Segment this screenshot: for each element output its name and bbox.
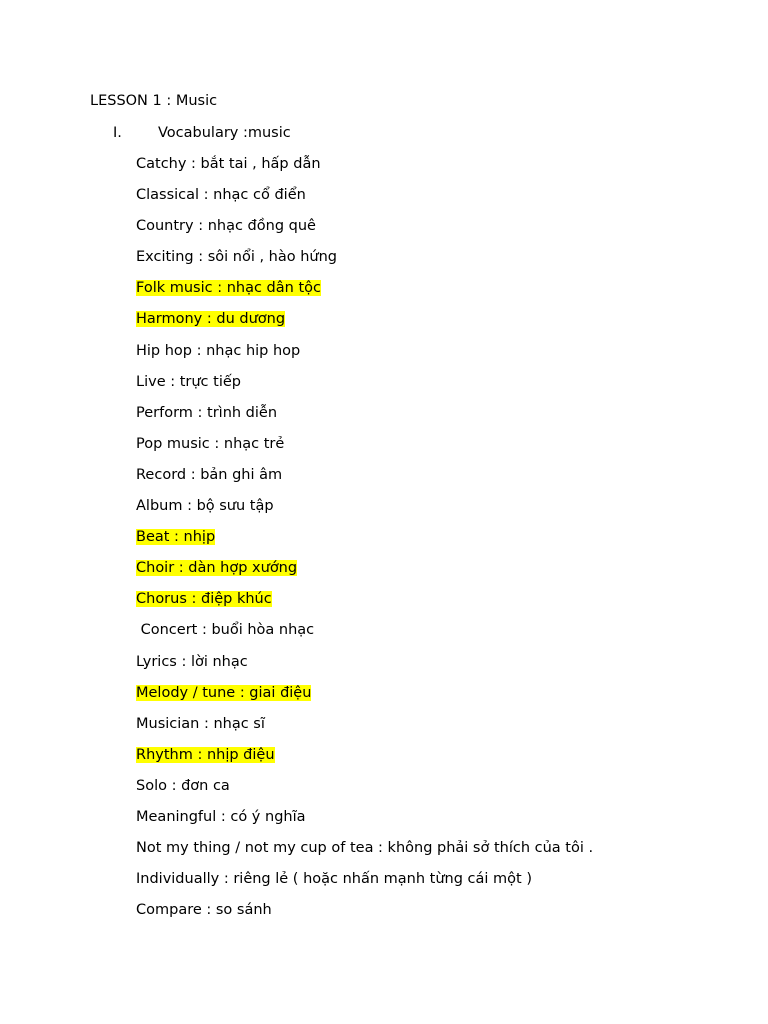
vocabulary-item — [136, 185, 593, 216]
vocabulary-item — [136, 807, 593, 838]
section-heading-text: Vocabulary :music — [158, 125, 291, 141]
vocabulary-item — [136, 465, 593, 496]
vocabulary-item — [136, 838, 593, 869]
highlighted-vocabulary-text: Rhythm : nhịp điệu — [136, 746, 275, 763]
vocabulary-item — [136, 714, 593, 745]
vocabulary-item — [136, 372, 593, 403]
vocabulary-text: Hip hop : nhạc hip hop — [136, 342, 301, 359]
lesson-title: LESSON 1 : Music — [90, 93, 218, 109]
vocabulary-item — [136, 652, 593, 683]
vocabulary-item — [136, 496, 593, 527]
vocabulary-item — [136, 869, 593, 900]
vocabulary-text: Country : nhạc đồng quê — [136, 218, 316, 235]
vocabulary-text: Solo : đơn ca — [136, 777, 230, 794]
vocabulary-text: Not my thing / not my cup of tea : không phải sở thích của tôi . — [136, 840, 594, 857]
vocabulary-item — [136, 900, 593, 931]
vocabulary-item — [136, 620, 593, 651]
vocabulary-text: Musician : nhạc sĩ — [136, 715, 265, 732]
highlighted-vocabulary-text: Choir : dàn hợp xướng — [136, 560, 298, 577]
vocabulary-item — [136, 776, 593, 807]
vocabulary-item — [136, 558, 593, 589]
vocabulary-text: Record : bản ghi âm — [136, 466, 283, 483]
vocabulary-text: Concert : buổi hòa nhạc — [136, 622, 315, 639]
vocabulary-item — [136, 527, 593, 558]
vocabulary-item — [136, 745, 593, 776]
highlighted-vocabulary-text: Folk music : nhạc dân tộc — [136, 280, 321, 297]
vocabulary-item — [136, 216, 593, 247]
vocabulary-text: Exciting : sôi nổi , hào hứng — [136, 249, 338, 266]
vocabulary-item — [136, 341, 593, 372]
vocabulary-item — [136, 278, 593, 309]
vocabulary-item — [136, 247, 593, 278]
vocabulary-item — [136, 403, 593, 434]
highlighted-vocabulary-text: Chorus : điệp khúc — [136, 591, 272, 608]
vocabulary-text: Pop music : nhạc trẻ — [136, 435, 285, 452]
vocabulary-list — [136, 154, 593, 931]
vocabulary-text: Individually : riêng lẻ ( hoặc nhấn mạnh từng cái một ) — [136, 871, 532, 888]
vocabulary-text: Lyrics : lời nhạc — [136, 653, 248, 670]
section-numeral: I. — [113, 125, 122, 141]
vocabulary-text: Catchy : bắt tai , hấp dẫn — [136, 156, 321, 172]
vocabulary-item — [136, 154, 593, 185]
highlighted-vocabulary-text: Beat : nhịp — [136, 529, 216, 546]
section-heading — [113, 123, 291, 143]
vocabulary-text: Live : trực tiếp — [136, 373, 241, 390]
vocabulary-text: Compare : so sánh — [136, 902, 272, 919]
vocabulary-text: Perform : trình diễn — [136, 404, 278, 421]
vocabulary-item — [136, 309, 593, 340]
vocabulary-text: Album : bộ sưu tập — [136, 498, 274, 515]
vocabulary-item — [136, 434, 593, 465]
highlighted-vocabulary-text: Harmony : du dương — [136, 311, 286, 328]
vocabulary-item — [136, 589, 593, 620]
vocabulary-text: Classical : nhạc cổ điển — [136, 187, 306, 204]
highlighted-vocabulary-text: Melody / tune : giai điệu — [136, 684, 312, 701]
vocabulary-item — [136, 683, 593, 714]
vocabulary-text: Meaningful : có ý nghĩa — [136, 808, 306, 825]
